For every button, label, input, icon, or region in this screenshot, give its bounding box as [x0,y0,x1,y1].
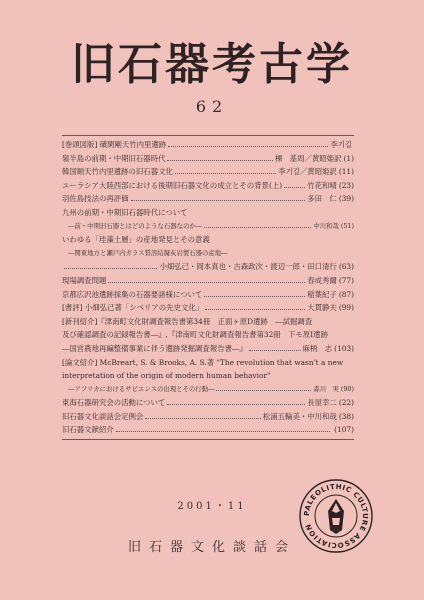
toc-entry-title: 旧石器文化談話会定例会 [62,411,144,421]
toc-entry [62,247,354,261]
toc-entry-author: 春成秀爾 [307,275,337,285]
toc-entry-page: (87) [338,289,354,299]
toc-entry-title: interpretation of the origin of modern human behavior" [62,371,271,381]
toc-entry-title: 羽佐島技法の再評価 [62,194,129,204]
toc-entry-title: いわゆる「珪藻土層」の産地発見とその意義 [62,235,210,245]
toc-entry-author-page [307,288,354,302]
toc-entry [62,220,354,234]
toc-entry-author: 大貫静夫 [307,303,337,313]
toc-entry-author: 長屋幸二 [307,398,337,408]
journal-title: 旧石器考古学 [71,39,353,90]
toc-entry-page: (77) [338,275,354,285]
toc-entry [62,206,354,220]
toc-entry-author: 小畑弘己・岡本真也・古森政次・渡辺一郎・田口清行 [159,262,337,272]
toc-entry-author-page [307,396,354,410]
toc-leader-dots [131,194,306,201]
toc-entry [62,356,354,370]
toc-leader-dots [249,344,301,351]
toc-entry-title: 東海石器研究会の活動について [62,398,166,408]
toc-entry [62,233,354,247]
toc-entry-author: 多田 仁 [307,194,337,204]
toc-leader-dots [116,425,330,432]
toc-leader-dots [145,412,261,419]
toc-entry [62,288,354,302]
toc-entry-page: (107) [334,425,354,435]
toc-entry-author-page [307,274,354,288]
toc-entry-title: [書評] 小畑弘己著「シベリアの先史文化」 [62,303,204,313]
toc-leader-dots [168,140,328,147]
toc-entry [62,179,354,193]
toc-entry [62,260,354,274]
toc-entry-author-page [278,165,354,179]
toc-entry-title: 嶺半島の前期・中期旧石器時代 [62,153,166,163]
toc-entry-author: 棟 基周／黄昭姫訳 [274,153,342,163]
toc-leader-dots [284,181,305,188]
toc-entry-author-page [275,152,354,166]
toc-entry-title: [巻頭図版] 磧閑剛天竹内里遺跡 [62,140,167,149]
toc-entry-page: (51) [340,221,354,230]
toc-leader-dots [167,398,305,405]
toc-entry-title: ユーラシア大陸西部における後期旧石器文化の成立とその背景(上) [62,180,283,190]
toc-entry-author-page [313,383,354,397]
toc-entry-author: 松浦五輪美・中川和哉 [262,411,337,421]
toc-leader-dots [64,262,157,269]
toc-leader-dots [216,384,311,391]
toc-leader-dots [204,221,311,228]
toc-entry [62,274,354,288]
toc-entry-page: (99) [338,303,354,313]
toc-leader-dots [204,290,305,297]
seal-text: PALEOLITHIC CULTURE ASSOCIATION [302,482,370,550]
toc-entry [62,165,354,179]
toc-entry-author: 李기길／黄昭姫訳 [278,167,337,177]
toc-entry-author-page [307,192,354,206]
toc-entry-author-page [303,342,354,356]
toc-entry-title: ―国営農地再編整備事業に伴う遺跡発掘調査報告書―』 [62,343,247,353]
toc-entry-author: 稲葉紀子 [307,289,337,299]
toc-entry-author: 森川 実 [313,384,339,393]
toc-leader-dots [205,303,305,310]
toc-entry-author-page [307,301,354,315]
toc-entry-author: 竹花和晴 [307,180,337,190]
toc-entry-page: (90) [340,384,354,393]
toc-entry [62,138,354,152]
toc-leader-dots [167,154,273,161]
toc-entry-title: 旧石器文献紹介 [62,425,114,435]
toc-entry [62,328,354,342]
toc-entry-page: (22) [338,398,354,408]
toc-entry-page: (1) [343,153,354,163]
toc-entry-title: [新刊紹介]『津南町文化財調査報告書第34冊 正面ヶ原D遺跡 ―試掘調査 [62,316,313,326]
publisher-name: 旧石器文化談話会 [127,540,296,555]
toc-entry [62,383,354,397]
toc-entry-author-page [330,138,354,152]
toc-leader-dots [108,276,305,283]
toc-entry [62,342,354,356]
toc-entry [62,369,354,383]
toc-entry [62,410,354,424]
toc-entry [62,301,354,315]
toc-entry-page: (38) [338,411,354,421]
toc-entry-page: (39) [338,194,354,204]
toc-entry-title: [論文紹介] McBreart, S. & Brooks, A. S.著 "The revolution that wasn't a new [62,357,344,367]
toc-entry-title: 九州の前期・中期旧石器時代について [62,207,188,217]
toc-entry-author-page [307,179,354,193]
toc-entry [62,192,354,206]
toc-entry-title: 及び確認調査の記録報告書―』,『津南町文化財調査報告書第32冊 下モ原Ⅰ遺跡 [62,330,328,340]
publication-date: 2001・11 [177,501,247,512]
toc-entry-page: (103) [334,343,354,353]
toc-entry-author-page [313,220,354,234]
toc-entry-title: 京都広沢池遺跡採集の石器要諸様について [62,289,203,299]
toc-entry-author: 麻柄 志 [302,343,333,353]
toc-entry-title: ―関東地方と瀬戸内ガラス質溶結凝灰岩製石器の産地― [68,248,228,257]
toc-entry-author-page [263,410,354,424]
toc-entry-title: 現場調査問題 [62,275,107,285]
toc-leader-dots [175,167,276,174]
table-of-contents [62,135,354,440]
toc-entry-author-page [159,260,354,274]
toc-entry-author-page [332,423,354,437]
toc-entry-page: (23) [338,180,354,190]
toc-entry-title: ―アフリカにおけるサピエンスの出現とその行動― [68,384,215,393]
volume-number: 62 [195,97,229,116]
toc-entry [62,152,354,166]
toc-entry [62,396,354,410]
toc-entry-page: (11) [338,167,354,177]
toc-entry-author: 中川和哉 [313,221,339,230]
toc-entry-page: (63) [338,262,354,272]
toc-entry-author: 李기길 [330,140,352,149]
toc-entry [62,315,354,329]
association-seal-icon [298,478,374,554]
toc-entry [62,423,354,437]
toc-entry-title: 韓国順天竹内里遺跡の旧石器文化 [62,167,173,177]
toc-entry-title: ―前・中期旧石器とはどのような石器なのか― [68,221,203,230]
